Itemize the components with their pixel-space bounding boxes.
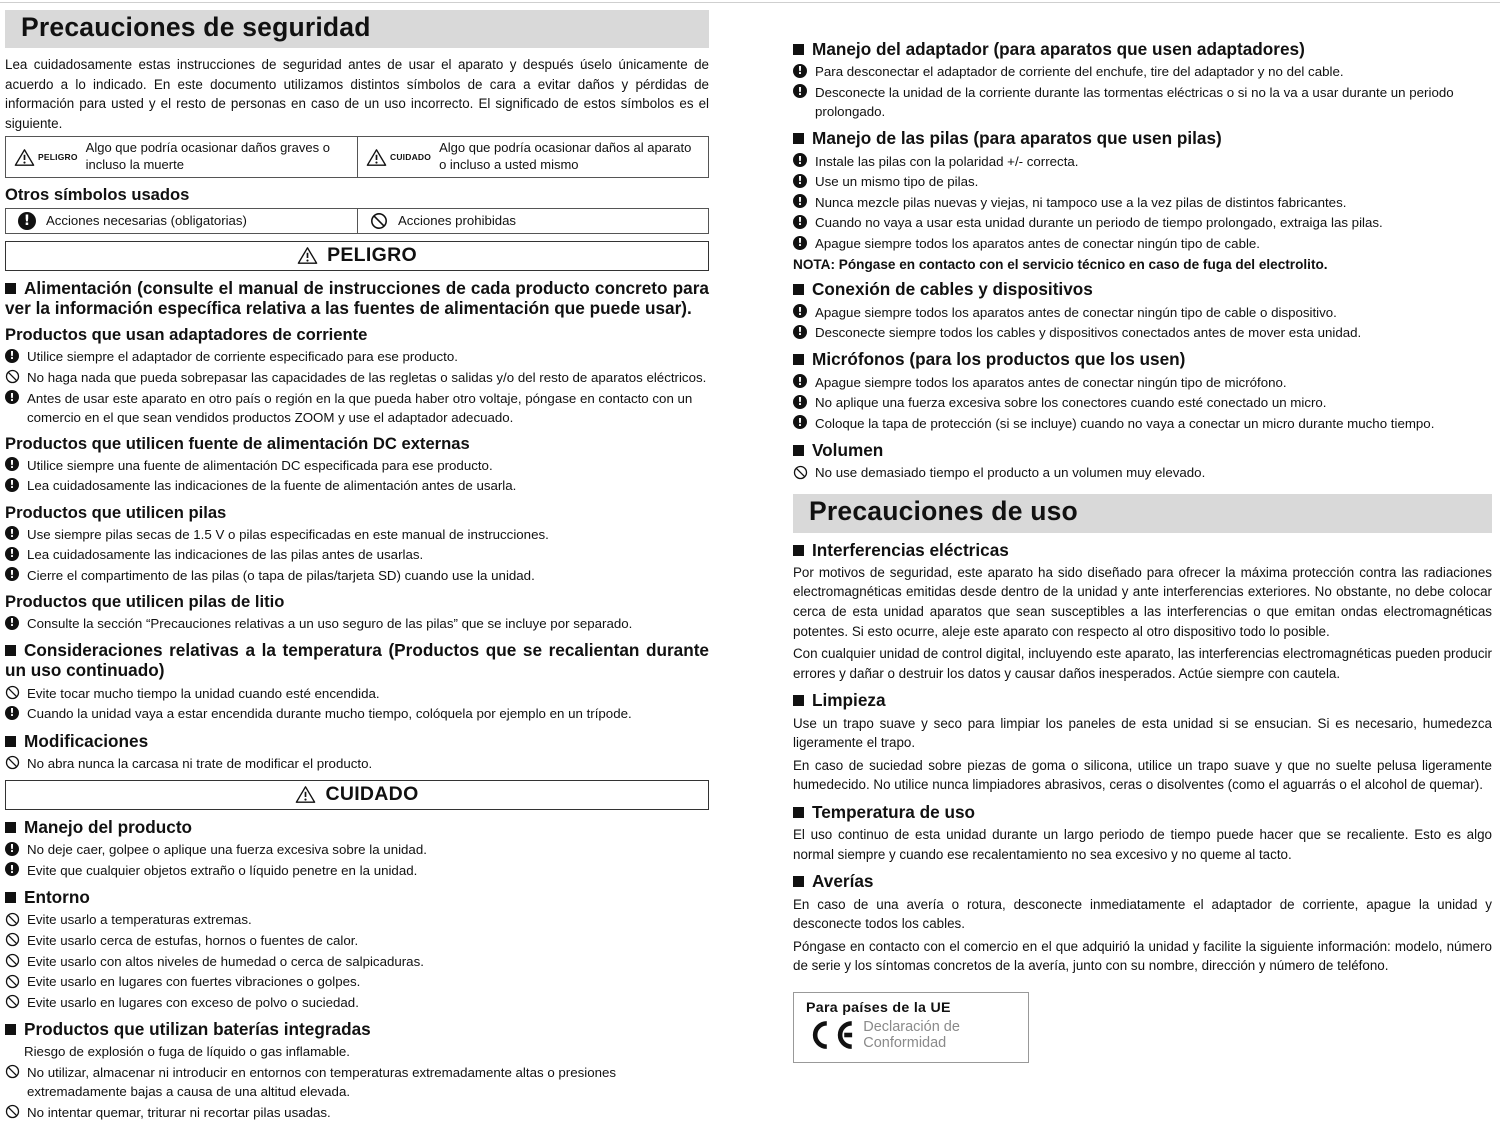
section-heading-text: Alimentación (consulte el manual de instrucciones de cada producto concreto para ver la información específica relativa a las fuentes de alimentación que puede usar).	[5, 277, 709, 318]
section-heading	[793, 871, 1492, 891]
prohibit-icon	[5, 1064, 20, 1079]
section-heading	[793, 128, 1492, 148]
prohibit-icon	[5, 685, 20, 700]
list-item-text: No haga nada que pueda sobrepasar las capacidades de las regletas o salidas y/o del resto de aparatos eléctricos.	[27, 369, 707, 385]
section-heading	[5, 640, 709, 681]
list-item-icon-cell	[793, 213, 809, 229]
subsection-heading-text: Productos que utilicen pilas	[5, 502, 227, 522]
prohibit-icon	[5, 974, 20, 989]
list-item-text: Evite usarlo a temperaturas extremas.	[27, 912, 252, 928]
list-item	[5, 1042, 709, 1061]
list-item	[5, 684, 709, 703]
section-heading-text: Entorno	[24, 887, 90, 908]
black-square-icon	[5, 645, 16, 656]
precaution-list	[5, 840, 709, 880]
list-item-icon-cell	[5, 861, 21, 877]
list-item-icon-cell	[5, 840, 21, 856]
precaution-list	[5, 456, 709, 496]
section-heading-text: Manejo del producto	[24, 816, 193, 837]
list-item	[793, 234, 1492, 253]
severity-table	[5, 136, 709, 177]
subsection-heading	[5, 503, 709, 523]
section-heading-text: Productos que utilizan baterías integradas	[24, 1019, 371, 1040]
must-icon: !	[5, 349, 19, 363]
list-item-icon-cell	[793, 152, 809, 168]
top-rule	[0, 2, 1500, 3]
warning-label-group	[366, 148, 431, 167]
precaution-list	[793, 303, 1492, 343]
prohibit-icon	[5, 755, 20, 770]
list-item-text: Cuando la unidad vaya a estar encendida durante mucho tiempo, colóquela por ejemplo en un trípode.	[27, 706, 632, 722]
precaution-list	[5, 754, 709, 773]
severity-cell	[357, 137, 708, 176]
list-item-icon-cell	[5, 545, 21, 561]
list-item-text: Nunca mezcle pilas nuevas y viejas, ni tampoco use a la vez pilas de distintos fabricantes.	[815, 194, 1347, 210]
list-item-icon-cell	[5, 389, 21, 405]
list-item	[5, 1103, 709, 1122]
section-heading-text: Limpieza	[812, 690, 886, 711]
must-icon: !	[5, 706, 19, 720]
body-paragraph: En caso de suciedad sobre piezas de goma o silicona, utilice un trapo suave y que no suelte pelusa ligeramente humedecido. No utilice nunca limpiadores abrasivos, ceras o disolventes (como el aguarrás o el alcohol de quemar).	[793, 757, 1492, 793]
list-item	[5, 754, 709, 773]
black-square-icon	[5, 283, 16, 294]
list-item-text: No abra nunca la carcasa ni trate de modificar el producto.	[27, 755, 373, 771]
list-item	[5, 993, 709, 1012]
list-item-icon-cell	[793, 323, 809, 339]
section-heading-text: Micrófonos (para los productos que los usen)	[812, 349, 1186, 370]
safety-title-bar	[5, 10, 709, 48]
precaution-list	[793, 62, 1492, 121]
list-item-icon-cell	[5, 368, 21, 385]
subsection-heading-text: Productos que utilicen pilas de litio	[5, 592, 285, 611]
black-square-icon	[793, 695, 804, 706]
list-item-icon-cell	[5, 1063, 21, 1080]
precaution-list	[5, 684, 709, 724]
must-icon: !	[5, 616, 19, 630]
banner-label: CUIDADO	[325, 782, 419, 805]
list-item-text: No intentar quemar, triturar ni recortar pilas usadas.	[27, 1104, 331, 1120]
must-icon: !	[5, 567, 19, 581]
body-paragraph: Con cualquier unidad de control digital, incluyendo este aparato, las interferencias electromagnéticas pueden producir errores y dañar o destruir los datos y causar daños inesperados. Actúe siempre con cautela.	[793, 646, 1492, 681]
precaution-list	[5, 525, 709, 585]
list-item-text: Evite usarlo en lugares con exceso de polvo o suciedad.	[27, 994, 359, 1010]
must-icon: !	[793, 236, 807, 250]
list-item	[793, 393, 1492, 412]
must-icon: !	[793, 374, 807, 388]
body-paragraph: Póngase en contacto con el comercio en el que adquirió la unidad y facilite la siguiente información: modelo, número de serie y los síntomas concretos de la avería, junto con su nombre, dirección y número de teléfono.	[793, 938, 1492, 974]
list-item-text: Evite usarlo con altos niveles de humedad o cerca de salpicaduras.	[27, 953, 424, 969]
list-item-text: Cuando no vaya a usar esta unidad durante un periodo de tiempo prolongado, extraiga las pilas.	[815, 215, 1383, 231]
list-item	[5, 972, 709, 991]
list-item-icon-cell	[793, 234, 809, 250]
black-square-icon	[793, 545, 804, 556]
list-item-text: Antes de usar este aparato en otro país o región en la que pueda haber otro voltaje, póngase en contacto con un comercio en el que sean vendidos productos ZOOM y use el adaptador adecuado.	[27, 390, 693, 425]
prohibit-icon	[5, 953, 20, 968]
section-heading	[793, 349, 1492, 369]
section-heading	[5, 278, 709, 319]
list-item-text: Instale las pilas con la polaridad +/- correcta.	[815, 153, 1079, 169]
list-item-icon-cell	[5, 525, 21, 541]
list-item	[5, 704, 709, 723]
must-icon: !	[793, 215, 807, 229]
note-text: NOTA: Póngase en contacto con el servicio técnico en caso de fuga del electrolito.	[793, 257, 1328, 273]
black-square-icon	[5, 892, 16, 903]
ce-box-text: Declaración de Conformidad	[863, 1018, 960, 1051]
list-item-icon-cell	[5, 614, 21, 630]
warning-triangle-icon	[14, 148, 35, 167]
warning-triangle-icon	[366, 148, 387, 167]
list-item	[5, 347, 709, 366]
list-item-text: Desconecte siempre todos los cables y dispositivos conectados antes de mover esta unidad.	[815, 325, 1362, 341]
prohibit-icon	[5, 932, 20, 947]
prohibit-icon	[5, 1104, 20, 1119]
list-item-text: Use un mismo tipo de pilas.	[815, 174, 979, 190]
list-item-text: Evite usarlo cerca de estufas, hornos o fuentes de calor.	[27, 932, 359, 948]
prohibit-icon	[370, 212, 388, 230]
list-item	[793, 414, 1492, 433]
black-square-icon	[793, 445, 804, 456]
severity-text: Algo que podría ocasionar daños al aparato o incluso a usted mismo	[439, 140, 692, 173]
list-item	[793, 172, 1492, 191]
must-icon: !	[793, 174, 807, 188]
list-item	[5, 456, 709, 475]
list-item	[5, 931, 709, 950]
section-heading	[793, 440, 1492, 460]
warning-label-group	[14, 148, 78, 167]
list-item-icon-cell	[5, 684, 21, 701]
list-item	[793, 193, 1492, 212]
precaution-list	[5, 1042, 709, 1122]
list-item-icon-cell	[793, 303, 809, 319]
caution-banner	[5, 780, 709, 810]
subsection-heading	[5, 325, 709, 345]
list-item	[5, 476, 709, 495]
symbols-table	[5, 208, 709, 234]
right-column	[793, 6, 1492, 1051]
list-item-icon-cell	[793, 83, 809, 99]
list-item	[5, 566, 709, 585]
body-paragraph: En caso de una avería o rotura, desconecte inmediatamente el adaptador de corriente, apague la unidad y desconecte todos los cables.	[793, 896, 1492, 932]
list-item-icon-cell	[5, 972, 21, 989]
section-heading-text: Modificaciones	[24, 730, 149, 751]
usage-title-bar	[793, 494, 1492, 532]
banner-label: PELIGRO	[327, 243, 417, 266]
list-item-text: Lea cuidadosamente las indicaciones de la fuente de alimentación antes de usarla.	[27, 478, 517, 494]
severity-cell	[6, 137, 357, 176]
list-item-icon-cell	[5, 952, 21, 969]
section-heading	[5, 817, 709, 837]
symbol-text: Acciones prohibidas	[398, 213, 517, 229]
section-heading-text: Averías	[812, 871, 874, 892]
section-heading	[793, 279, 1492, 299]
black-square-icon	[5, 736, 16, 747]
black-square-icon	[793, 876, 804, 887]
must-icon: !	[793, 64, 807, 78]
subsection-heading	[5, 434, 709, 454]
precaution-list	[5, 910, 709, 1012]
prohibit-icon	[5, 369, 20, 384]
list-item-text: Lea cuidadosamente las indicaciones de las pilas antes de usarlas.	[27, 547, 424, 563]
must-icon: !	[793, 395, 807, 409]
list-item-icon-cell	[793, 414, 809, 430]
section-heading-text: Conexión de cables y dispositivos	[812, 279, 1093, 300]
must-icon: !	[793, 84, 807, 98]
section-heading	[5, 1019, 709, 1039]
warning-triangle-icon	[295, 785, 316, 804]
list-item	[5, 952, 709, 971]
black-square-icon	[793, 44, 804, 55]
list-item-icon-cell	[793, 62, 809, 78]
subsection-heading	[5, 185, 709, 205]
must-icon: !	[793, 325, 807, 339]
list-item-text: No utilizar, almacenar ni introducir en entornos con temperaturas extremadamente altas o presiones extremadamente bajas a causa de una altitud elevada.	[27, 1064, 617, 1100]
section-heading	[5, 887, 709, 907]
list-item-text: Cierre el compartimento de las pilas (o tapa de pilas/tarjeta SD) cuando use la unidad.	[27, 567, 535, 583]
prohibit-icon	[5, 994, 20, 1009]
ce-box-heading: Para países de la UE	[806, 999, 951, 1016]
list-item-text: Evite que cualquier objetos extraño o líquido penetre en la unidad.	[27, 862, 418, 878]
body-paragraph: Por motivos de seguridad, este aparato ha sido diseñado para ofrecer la máxima protección contra las radiaciones electromagnéticas emitidas desde dentro de la unidad y ante interferencias exteriores. No obstante, no debe colocar cerca de esta unidad aparatos que sean susceptibles a las interferencias o que emitan ondas electromagnéticas potentes. Si esto ocurre, aleje este aparato con respecto al otro dispositivo todo lo posible.	[793, 564, 1492, 639]
list-item-icon-cell	[5, 931, 21, 948]
warning-triangle-icon	[297, 246, 318, 265]
list-item	[5, 910, 709, 929]
section-heading-text: Volumen	[812, 440, 884, 461]
must-icon: !	[5, 842, 19, 856]
list-item	[793, 373, 1492, 392]
precaution-list	[793, 373, 1492, 433]
prohibit-icon	[793, 465, 808, 480]
list-item-text: Utilice siempre una fuente de alimentación DC especificada para ese producto.	[27, 457, 493, 473]
section-heading-text: Manejo del adaptador (para aparatos que usen adaptadores)	[812, 39, 1305, 59]
list-item	[5, 545, 709, 564]
list-item-icon-cell	[793, 172, 809, 188]
section-heading	[793, 540, 1492, 560]
list-item	[5, 861, 709, 880]
list-item-text: No deje caer, golpee o aplique una fuerza excesiva sobre la unidad.	[27, 842, 427, 858]
list-item-icon-cell	[5, 1103, 21, 1120]
list-item-text: Coloque la tapa de protección (si se incluye) cuando no vaya a conectar un micro durante mucho tiempo.	[815, 415, 1435, 431]
list-item-icon-cell	[793, 393, 809, 409]
list-item-text: Riesgo de explosión o fuga de líquido o gas inflamable.	[24, 1044, 350, 1060]
list-item-icon-cell	[793, 463, 809, 480]
precaution-list	[5, 614, 709, 633]
must-icon: !	[793, 304, 807, 318]
left-column	[5, 6, 709, 1120]
list-item-icon-cell	[5, 476, 21, 492]
must-icon: !	[793, 415, 807, 429]
list-item-text: No use demasiado tiempo el producto a un volumen muy elevado.	[815, 465, 1206, 481]
list-item-text: Apague siempre todos los aparatos antes de conectar ningún tipo de cable.	[815, 236, 1261, 252]
list-item-icon-cell	[793, 193, 809, 209]
list-item-text: Utilice siempre el adaptador de corriente especificado para ese producto.	[27, 349, 458, 365]
section-heading-text: Consideraciones relativas a la temperatura (Productos que se recalientan durante un uso continuado)	[5, 640, 709, 681]
list-item-text: Para desconectar el adaptador de corriente del enchufe, tire del adaptador y no del cable.	[815, 64, 1344, 80]
list-item	[793, 463, 1492, 482]
list-item	[793, 83, 1492, 121]
list-item	[5, 525, 709, 544]
list-item-icon-cell	[5, 754, 21, 771]
black-square-icon	[793, 354, 804, 365]
section-heading-text: Manejo de las pilas (para aparatos que usen pilas)	[812, 128, 1222, 149]
list-item-text: No aplique una fuerza excesiva sobre los conectores cuando esté conectado un micro.	[815, 395, 1327, 411]
list-item	[5, 1063, 709, 1101]
black-square-icon	[5, 822, 16, 833]
precaution-list	[5, 347, 709, 427]
list-item	[793, 323, 1492, 342]
list-item-text: Evite usarlo en lugares con fuertes vibraciones o golpes.	[27, 974, 361, 990]
list-item-icon-cell	[5, 704, 21, 720]
subsection-heading-text: Productos que usan adaptadores de corriente	[5, 325, 368, 345]
severity-label: PELIGRO	[38, 152, 78, 163]
must-icon: !	[5, 457, 19, 471]
prohibit-icon	[5, 912, 20, 927]
list-item	[793, 152, 1492, 171]
list-item	[5, 840, 709, 859]
must-icon: !	[5, 478, 19, 492]
body-paragraph: Use un trapo suave y seco para limpiar los paneles de esta unidad si se ensucian. Si es necesario, humedezca ligeramente el trapo.	[793, 715, 1492, 751]
list-item	[793, 213, 1492, 232]
severity-label: CUIDADO	[390, 152, 432, 163]
list-item-text: Apague siempre todos los aparatos antes de conectar ningún tipo de micrófono.	[815, 374, 1287, 390]
list-item-text: Apague siempre todos los aparatos antes de conectar ningún tipo de cable o dispositivo.	[815, 304, 1337, 320]
precaution-list	[793, 152, 1492, 254]
section-heading-text: Interferencias eléctricas	[812, 539, 1009, 560]
list-item	[5, 614, 709, 633]
list-item-icon-cell	[5, 910, 21, 927]
list-item-text: Evite tocar mucho tiempo la unidad cuando esté encendida.	[27, 685, 380, 701]
must-icon: !	[793, 153, 807, 167]
list-item-text: Use siempre pilas secas de 1.5 V o pilas especificadas en este manual de instrucciones.	[27, 526, 549, 542]
ce-mark-icon	[806, 1018, 854, 1052]
section-heading-text: Temperatura de uso	[812, 801, 976, 822]
section-heading	[793, 39, 1492, 59]
ce-declaration-box	[793, 992, 1029, 1063]
symbol-text: Acciones necesarias (obligatorias)	[46, 213, 247, 229]
subsection-heading-text: Otros símbolos usados	[5, 184, 190, 204]
list-item	[5, 389, 709, 427]
list-item	[793, 62, 1492, 81]
must-icon: !	[5, 390, 19, 404]
section-heading	[793, 802, 1492, 822]
symbol-cell	[6, 209, 357, 233]
symbol-cell	[357, 209, 708, 233]
must-icon: !	[793, 194, 807, 208]
list-item-icon-cell	[5, 347, 21, 363]
must-icon: !	[5, 862, 19, 876]
list-item	[793, 303, 1492, 322]
must-icon: !	[5, 526, 19, 540]
list-item-icon-cell	[793, 373, 809, 389]
black-square-icon	[793, 133, 804, 144]
page-title: Precauciones de uso	[809, 496, 1078, 527]
must-icon: !	[5, 547, 19, 561]
body-paragraph: El uso continuo de esta unidad durante un largo periodo de tiempo puede hacer que se recaliente. Esto es algo normal siempre y cuando ese recalentamiento no sea excesivo y no queme al tacto.	[793, 827, 1492, 862]
list-item-text: Consulte la sección “Precauciones relativas a un uso seguro de las pilas” que se incluye por separado.	[27, 616, 633, 631]
danger-banner	[5, 241, 709, 271]
list-item-text: Desconecte la unidad de la corriente durante las tormentas eléctricas o si no la va a usar durante un periodo prolongado.	[815, 84, 1454, 120]
black-square-icon	[793, 284, 804, 295]
list-item-icon-cell	[5, 566, 21, 582]
precaution-list	[793, 463, 1492, 482]
section-heading	[793, 690, 1492, 710]
ce-mark-row	[806, 1018, 1016, 1052]
section-heading	[5, 731, 709, 751]
black-square-icon	[5, 1024, 16, 1035]
subsection-heading	[5, 592, 709, 612]
black-square-icon	[793, 807, 804, 818]
severity-text: Algo que podría ocasionar daños graves o incluso la muerte	[85, 140, 330, 173]
list-item	[5, 368, 709, 387]
subsection-heading-text: Productos que utilicen fuente de alimentación DC externas	[5, 433, 470, 453]
must-icon: !	[18, 212, 36, 230]
list-item-icon-cell	[5, 456, 21, 472]
body-paragraph: Lea cuidadosamente estas instrucciones de seguridad antes de usar el aparato y después úselo únicamente de acuerdo a lo indicado. En este documento utilizamos distintos símbolos de cara a evitar daños y pérdidas de información para usted y el resto de personas en caso de un uso incorrecto. El significado de estos símbolos es el siguiente.	[5, 57, 709, 131]
page-title: Precauciones de seguridad	[21, 12, 371, 42]
